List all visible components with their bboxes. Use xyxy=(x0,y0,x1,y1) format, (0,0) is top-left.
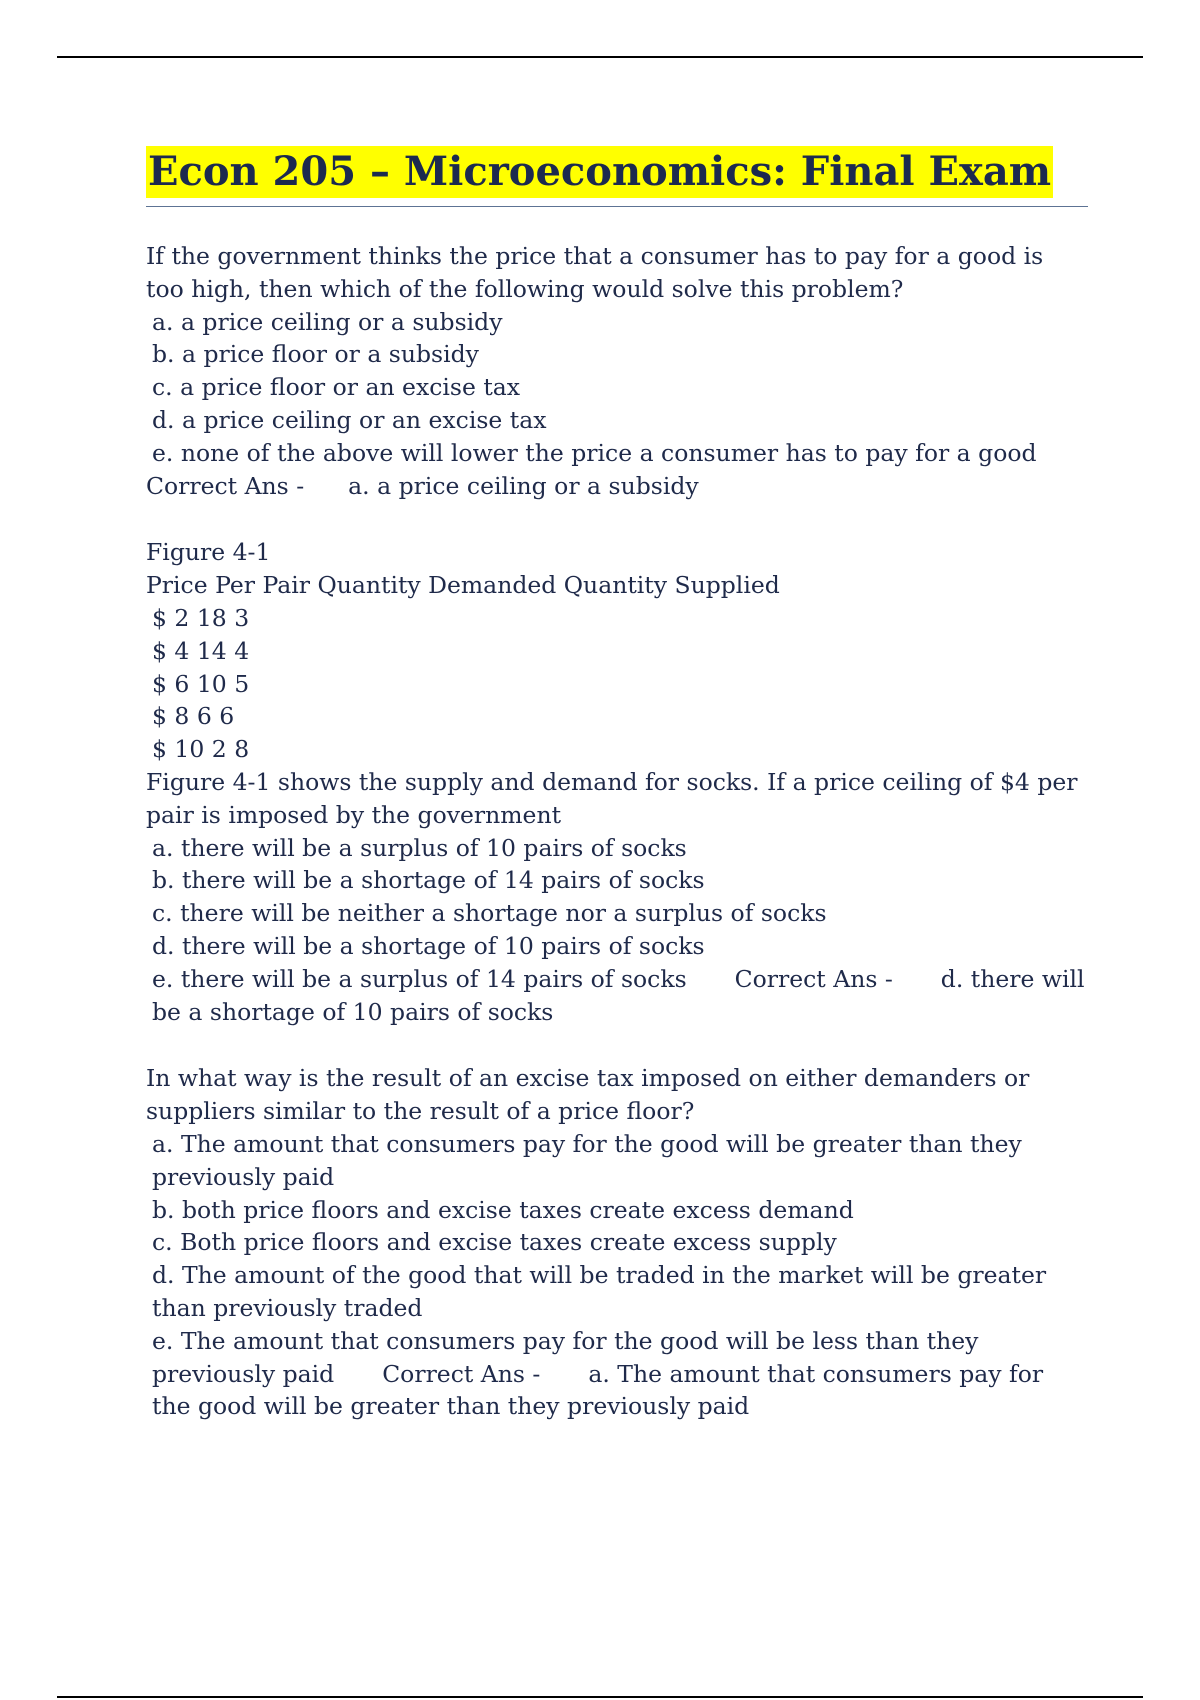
answer-option: e. The amount that consumers pay for the good will be less than they previously paid xyxy=(152,1326,979,1388)
bottom-border-line xyxy=(57,1696,1143,1698)
question-2 xyxy=(146,536,1088,1028)
answer-option: c. there will be neither a shortage nor a surplus of socks xyxy=(152,899,827,928)
correct-answer-text: a. a price ceiling or a subsidy xyxy=(348,471,699,500)
title-underline xyxy=(146,206,1088,207)
answer-option: e. none of the above will lower the price a consumer has to pay for a good xyxy=(152,438,1037,467)
table-row: $ 4 14 4 xyxy=(152,636,250,665)
answer-option: a. a price ceiling or a subsidy xyxy=(152,307,503,336)
answer-option-with-answer xyxy=(146,963,1088,1029)
answer-option: e. there will be a surplus of 14 pairs of socks xyxy=(152,964,687,993)
answer-option: c. a price floor or an excise tax xyxy=(152,373,521,402)
correct-answer-line xyxy=(146,470,1088,503)
answer-option: b. a price floor or a subsidy xyxy=(152,340,479,369)
answer-option: d. there will be a shortage of 10 pairs of socks xyxy=(152,931,705,960)
answer-option: b. there will be a shortage of 14 pairs of socks xyxy=(152,866,705,895)
answer-option: b. both price floors and excise taxes create excess demand xyxy=(152,1195,854,1224)
table-row: $ 8 6 6 xyxy=(152,702,235,731)
figure-label: Figure 4-1 xyxy=(146,538,271,567)
answer-option-with-answer xyxy=(146,1325,1088,1423)
table-row: $ 2 18 3 xyxy=(152,603,250,632)
correct-answer-label: Correct Ans - xyxy=(734,964,893,993)
page-title: Econ 205 – Microeconomics: Final Exam xyxy=(146,146,1053,198)
answer-option: a. The amount that consumers pay for the good will be greater than they previously paid xyxy=(152,1129,1022,1191)
question-1 xyxy=(146,240,1088,502)
answer-option: a. there will be a surplus of 10 pairs of socks xyxy=(152,833,687,862)
question-3 xyxy=(146,1062,1088,1423)
correct-answer-text: d. there will be a shortage of 10 pairs of socks xyxy=(152,964,1085,1026)
correct-answer-label: Correct Ans - xyxy=(146,471,305,500)
table-header: Price Per Pair Quantity Demanded Quantity Supplied xyxy=(146,571,780,600)
answer-option: d. a price ceiling or an excise tax xyxy=(152,405,547,434)
exam-document xyxy=(146,146,1088,1423)
question-text: If the government thinks the price that a consumer has to pay for a good is too high, then which of the following would solve this problem? xyxy=(146,242,1044,303)
top-border-line xyxy=(57,56,1143,58)
question-text: Figure 4-1 shows the supply and demand for socks. If a price ceiling of $4 per pair is imposed by the government xyxy=(146,767,1078,829)
answer-option: d. The amount of the good that will be traded in the market will be greater than previously traded xyxy=(152,1261,1047,1322)
answer-option: c. Both price floors and excise taxes create excess supply xyxy=(152,1228,837,1257)
correct-answer-text: a. The amount that consumers pay for the good will be greater than they previously paid xyxy=(152,1359,1044,1421)
table-row: $ 10 2 8 xyxy=(152,735,250,764)
question-text: In what way is the result of an excise tax imposed on either demanders or suppliers similar to the result of a price floor? xyxy=(146,1064,1030,1126)
table-row: $ 6 10 5 xyxy=(152,669,250,698)
correct-answer-label: Correct Ans - xyxy=(382,1359,541,1388)
